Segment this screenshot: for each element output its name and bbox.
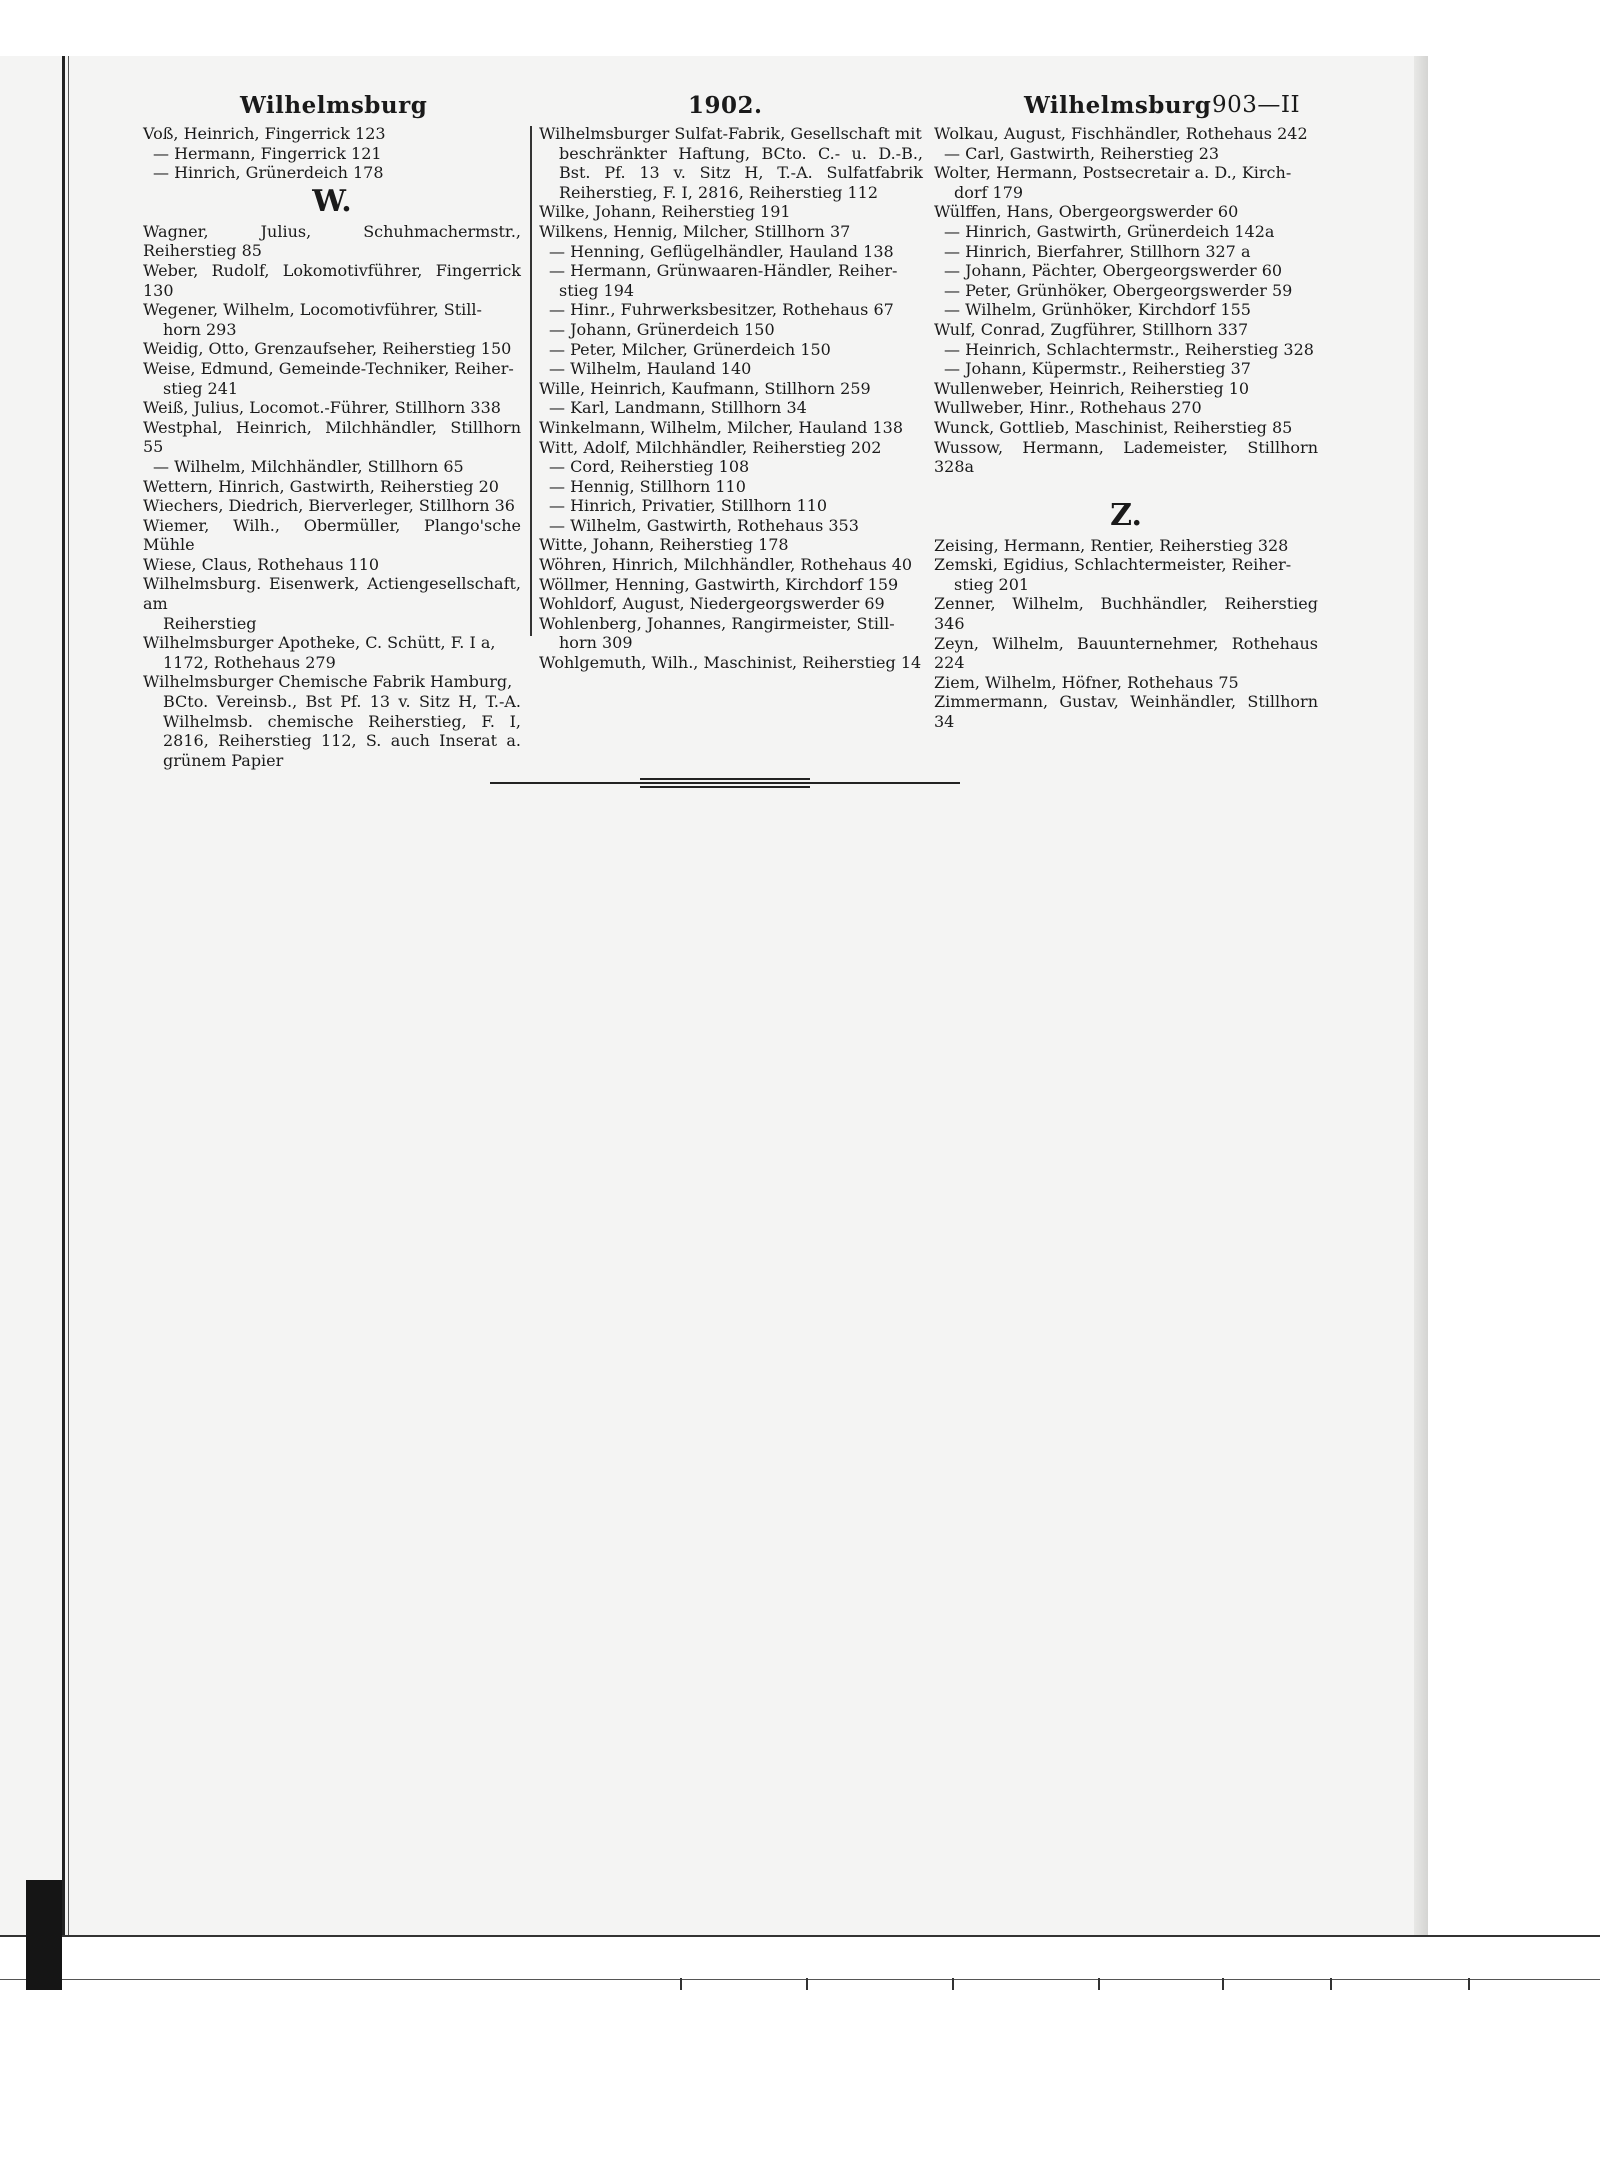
entry-text: — Hinrich, Privatier, Stillhorn 110 bbox=[549, 496, 828, 516]
directory-entry bbox=[934, 594, 1318, 633]
directory-entry bbox=[143, 457, 521, 477]
entry-text: — Hinr., Fuhrwerksbesitzer, Rothehaus 67 bbox=[549, 300, 894, 320]
entry-text: — Hinrich, Bierfahrer, Stillhorn 327 a bbox=[944, 241, 1251, 261]
directory-entry bbox=[143, 339, 521, 359]
directory-entry bbox=[934, 673, 1318, 693]
directory-entry bbox=[539, 614, 923, 653]
entry-text: — Wilhelm, Hauland 140 bbox=[549, 359, 752, 379]
entry-text: Zenner, Wilhelm, Buchhändler, Reiherstieg 346 bbox=[934, 594, 1318, 634]
directory-entry bbox=[539, 202, 923, 222]
entry-text: Wiechers, Diedrich, Bierverleger, Stillhorn 36 bbox=[143, 496, 515, 516]
directory-entry bbox=[539, 555, 923, 575]
section-gap bbox=[934, 477, 1318, 497]
directory-entry bbox=[143, 261, 521, 300]
directory-entry bbox=[143, 398, 521, 418]
entry-text: — Heinrich, Schlachtermstr., Reiherstieg 328 bbox=[944, 339, 1314, 359]
entry-continuation: stieg 194 bbox=[559, 280, 635, 300]
entry-text: Wilkens, Hennig, Milcher, Stillhorn 37 bbox=[539, 221, 851, 241]
running-header-right: Wilhelmsburg bbox=[1024, 92, 1212, 119]
entry-text: Wulf, Conrad, Zugführer, Stillhorn 337 bbox=[934, 319, 1249, 339]
entry-text: — Peter, Grünhöker, Obergeorgswerder 59 bbox=[944, 280, 1293, 300]
entry-text: Wettern, Hinrich, Gastwirth, Reiherstieg 20 bbox=[143, 476, 499, 496]
directory-entry bbox=[539, 516, 923, 536]
entry-text: — Wilhelm, Gastwirth, Rothehaus 353 bbox=[549, 515, 859, 535]
entry-text: Wöhren, Hinrich, Milchhändler, Rothehaus 40 bbox=[539, 555, 913, 575]
entry-text: Wagner, Julius, Schuhmachermstr., Reiherstieg 85 bbox=[143, 221, 521, 261]
entry-text: Wullweber, Hinr., Rothehaus 270 bbox=[934, 398, 1202, 418]
directory-column-1 bbox=[143, 124, 521, 770]
directory-entry bbox=[539, 418, 923, 438]
directory-entry bbox=[934, 242, 1318, 262]
directory-entry bbox=[539, 594, 923, 614]
entry-continuation: stieg 201 bbox=[954, 574, 1030, 594]
entry-text: — Johann, Pächter, Obergeorgswerder 60 bbox=[944, 261, 1283, 281]
entry-text: — Hinrich, Grünerdeich 178 bbox=[153, 163, 384, 183]
entry-text: Wöllmer, Henning, Gastwirth, Kirchdorf 159 bbox=[539, 574, 899, 594]
directory-entry bbox=[934, 124, 1318, 144]
directory-entry bbox=[143, 222, 521, 261]
entry-text: Winkelmann, Wilhelm, Milcher, Hauland 138 bbox=[539, 417, 904, 437]
entry-text: Wülffen, Hans, Obergeorgswerder 60 bbox=[934, 202, 1239, 222]
directory-column-3 bbox=[934, 124, 1318, 732]
directory-entry bbox=[143, 300, 521, 339]
directory-entry bbox=[143, 516, 521, 555]
entry-text: Wolter, Hermann, Postsecretair a. D., Kirch- bbox=[934, 163, 1292, 183]
entry-text: — Carl, Gastwirth, Reiherstieg 23 bbox=[944, 143, 1220, 163]
directory-entry bbox=[934, 692, 1318, 731]
entry-continuation: stieg 241 bbox=[163, 378, 239, 398]
directory-entry bbox=[539, 398, 923, 418]
scan-ruler-ticks bbox=[0, 1978, 1600, 1992]
directory-entry bbox=[539, 242, 923, 262]
entry-text: Weber, Rudolf, Lokomotivführer, Fingerrick 130 bbox=[143, 260, 521, 300]
entry-continuation: beschränkter Haftung, BCto. C.- u. D.-B., Bst. Pf. 13 v. Sitz H, T.-A. Sulfatfabrik Reiherstieg, F. I, 2816, Reiherstieg 112 bbox=[559, 143, 923, 202]
directory-entry bbox=[143, 124, 521, 144]
entry-text: Wilhelmsburger Chemische Fabrik Hamburg, bbox=[143, 672, 513, 692]
directory-entry bbox=[143, 163, 521, 183]
directory-entry bbox=[934, 634, 1318, 673]
entry-continuation: horn 293 bbox=[163, 319, 237, 339]
directory-entry bbox=[143, 144, 521, 164]
directory-entry bbox=[539, 535, 923, 555]
directory-entry bbox=[934, 320, 1318, 340]
entry-text: — Johann, Grünerdeich 150 bbox=[549, 319, 775, 339]
entry-text: Zimmermann, Gustav, Weinhändler, Stillhorn 34 bbox=[934, 692, 1318, 732]
entry-text: Wunck, Gottlieb, Maschinist, Reiherstieg 85 bbox=[934, 417, 1293, 437]
directory-entry bbox=[143, 477, 521, 497]
directory-entry bbox=[934, 536, 1318, 556]
entry-text: Wullenweber, Heinrich, Reiherstieg 10 bbox=[934, 378, 1250, 398]
directory-entry bbox=[539, 477, 923, 497]
scan-binding-shadow bbox=[26, 1880, 62, 1990]
directory-entry bbox=[143, 555, 521, 575]
entry-text: — Henning, Geflügelhändler, Hauland 138 bbox=[549, 241, 894, 261]
directory-entry bbox=[143, 359, 521, 398]
entry-text: — Hennig, Stillhorn 110 bbox=[549, 476, 746, 496]
directory-entry bbox=[934, 379, 1318, 399]
entry-text: Wegener, Wilhelm, Locomotivführer, Still- bbox=[143, 300, 482, 320]
entry-text: Westphal, Heinrich, Milchhändler, Stillhorn 55 bbox=[143, 417, 521, 457]
section-letter-heading: W. bbox=[312, 183, 352, 219]
entry-text: Voß, Heinrich, Fingerrick 123 bbox=[143, 124, 386, 143]
entry-text: — Hermann, Grünwaaren-Händler, Reiher- bbox=[549, 261, 898, 281]
directory-entry bbox=[934, 359, 1318, 379]
entry-continuation: dorf 179 bbox=[954, 182, 1024, 202]
directory-entry bbox=[143, 574, 521, 633]
entry-text: Witte, Johann, Reiherstieg 178 bbox=[539, 535, 789, 555]
entry-text: — Peter, Milcher, Grünerdeich 150 bbox=[549, 339, 831, 359]
directory-entry bbox=[539, 379, 923, 399]
binding-spine-line-inner bbox=[68, 56, 69, 1991]
directory-entry bbox=[934, 398, 1318, 418]
directory-entry bbox=[539, 438, 923, 458]
running-header-year: 1902. bbox=[688, 92, 763, 119]
entry-text: Weiß, Julius, Locomot.-Führer, Stillhorn 338 bbox=[143, 398, 501, 418]
directory-entry bbox=[143, 496, 521, 516]
entry-text: Weise, Edmund, Gemeinde-Techniker, Reiher- bbox=[143, 358, 514, 378]
binding-spine-line bbox=[62, 56, 65, 1991]
entry-text: Wilhelmsburger Sulfat-Fabrik, Gesellschaft mit bbox=[539, 124, 922, 143]
directory-entry bbox=[934, 438, 1318, 477]
entry-text: Zemski, Egidius, Schlachtermeister, Reiher- bbox=[934, 555, 1292, 575]
directory-entry bbox=[934, 281, 1318, 301]
directory-entry bbox=[539, 124, 923, 202]
entry-text: — Wilhelm, Milchhändler, Stillhorn 65 bbox=[153, 456, 464, 476]
directory-entry bbox=[934, 144, 1318, 164]
entry-text: — Johann, Küpermstr., Reiherstieg 37 bbox=[944, 359, 1251, 379]
directory-entry bbox=[539, 261, 923, 300]
entry-text: Wohlgemuth, Wilh., Maschinist, Reiherstieg 14 bbox=[539, 653, 922, 673]
directory-entry bbox=[539, 457, 923, 477]
directory-entry bbox=[934, 340, 1318, 360]
entry-text: Wussow, Hermann, Lademeister, Stillhorn 328a bbox=[934, 437, 1318, 477]
entry-text: Wilhelmsburger Apotheke, C. Schütt, F. I a, bbox=[143, 633, 496, 653]
entry-text: Wohlenberg, Johannes, Rangirmeister, Still- bbox=[539, 613, 895, 633]
directory-entry bbox=[934, 163, 1318, 202]
entry-text: Witt, Adolf, Milchhändler, Reiherstieg 202 bbox=[539, 437, 882, 457]
entry-text: — Hermann, Fingerrick 121 bbox=[153, 143, 382, 163]
directory-entry bbox=[934, 222, 1318, 242]
directory-entry bbox=[539, 496, 923, 516]
entry-text: — Wilhelm, Grünhöker, Kirchdorf 155 bbox=[944, 300, 1251, 320]
directory-entry bbox=[539, 300, 923, 320]
section-letter-heading: Z. bbox=[1110, 497, 1142, 533]
directory-entry bbox=[143, 418, 521, 457]
entry-continuation: 1172, Rothehaus 279 bbox=[163, 652, 336, 672]
entry-text: Wiemer, Wilh., Obermüller, Plango'sche Mühle bbox=[143, 515, 521, 555]
entry-text: — Hinrich, Gastwirth, Grünerdeich 142a bbox=[944, 221, 1275, 241]
entry-text: Wilhelmsburg. Eisenwerk, Actiengesellschaft, am bbox=[143, 574, 521, 614]
column-rule bbox=[530, 126, 532, 636]
entry-text: Zeyn, Wilhelm, Bauunternehmer, Rothehaus 224 bbox=[934, 633, 1318, 673]
running-header-left: Wilhelmsburg bbox=[240, 92, 428, 119]
directory-entry bbox=[539, 320, 923, 340]
entry-continuation: BCto. Vereinsb., Bst Pf. 13 v. Sitz H, T.-A. Wilhelmsb. chemische Reiherstieg, F. I, 2816, Reiherstieg 112, S. auch Inserat a. grünem Papier bbox=[163, 692, 521, 770]
ornamental-divider bbox=[490, 776, 960, 790]
page-edge-shadow bbox=[1414, 56, 1428, 1991]
entry-text: Wohldorf, August, Niedergeorgswerder 69 bbox=[539, 594, 885, 614]
directory-entry bbox=[934, 202, 1318, 222]
entry-continuation: horn 309 bbox=[559, 633, 633, 653]
entry-text: Zeising, Hermann, Rentier, Reiherstieg 328 bbox=[934, 535, 1289, 555]
directory-entry bbox=[934, 555, 1318, 594]
entry-text: Ziem, Wilhelm, Höfner, Rothehaus 75 bbox=[934, 672, 1239, 692]
directory-entry bbox=[934, 261, 1318, 281]
page-number: 903—II bbox=[1212, 92, 1301, 118]
directory-entry bbox=[143, 672, 521, 770]
entry-text: Weidig, Otto, Grenzaufseher, Reiherstieg 150 bbox=[143, 339, 512, 359]
directory-entry bbox=[539, 359, 923, 379]
entry-text: — Cord, Reiherstieg 108 bbox=[549, 457, 750, 477]
directory-entry bbox=[539, 222, 923, 242]
directory-column-2 bbox=[539, 124, 923, 673]
entry-text: Wille, Heinrich, Kaufmann, Stillhorn 259 bbox=[539, 378, 871, 398]
entry-text: Wolkau, August, Fischhändler, Rothehaus 242 bbox=[934, 124, 1308, 143]
directory-entry bbox=[539, 340, 923, 360]
directory-entry bbox=[539, 653, 923, 673]
directory-entry bbox=[539, 575, 923, 595]
directory-entry bbox=[143, 633, 521, 672]
directory-entry bbox=[934, 300, 1318, 320]
entry-text: — Karl, Landmann, Stillhorn 34 bbox=[549, 398, 807, 418]
entry-text: Wiese, Claus, Rothehaus 110 bbox=[143, 554, 380, 574]
entry-text: Wilke, Johann, Reiherstieg 191 bbox=[539, 202, 791, 222]
entry-continuation: Reiherstieg bbox=[163, 613, 257, 633]
directory-entry bbox=[934, 418, 1318, 438]
